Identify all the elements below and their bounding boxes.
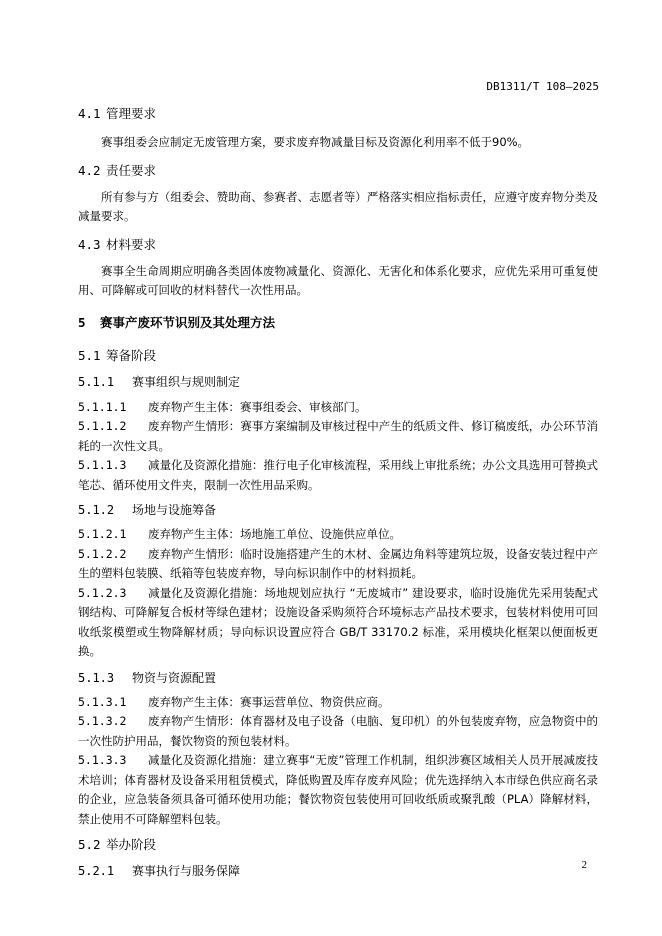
paragraph-4-1: 赛事组委会应制定无废管理方案，要求废弃物减量目标及资源化利用率不低于90%。 bbox=[101, 135, 530, 149]
section-heading-5-1: 5.1 筹备阶段 bbox=[78, 347, 157, 363]
section-heading-4-2: 4.2 责任要求 bbox=[78, 162, 157, 178]
document-body bbox=[78, 104, 598, 881]
list-item: 5.1.3.2 废弃物产生情形：体育器材及电子设备（电脑、复印机）的外包装废弃物，应急物资中的一次性防护用品，餐饮物资的预包装材料。 bbox=[78, 714, 598, 748]
section-heading-4-1: 4.1 管理要求 bbox=[78, 106, 157, 121]
subsection-heading-5-1-3: 5.1.3 物资与资源配置 bbox=[78, 670, 217, 685]
list-item: 5.1.1.3 减量化及资源化措施：推行电子化审核流程，采用线上审批系统；办公文具选用可替换式笔芯、循环使用文件夹，限制一次性用品采购。 bbox=[78, 458, 598, 492]
paragraph-4-2: 所有参与方（组委会、赞助商、参赛者、志愿者等）严格落实相应指标责任，应遵守废弃物分类及减量要求。 bbox=[78, 189, 598, 223]
subsection-heading-5-1-1: 5.1.1 赛事组织与规则制定 bbox=[78, 374, 241, 389]
list-item: 5.1.2.2 废弃物产生情形：临时设施搭建产生的木材、金属边角料等建筑垃圾，设备安装过程中产生的塑料包装膜、纸箱等包装废弃物，导向标识制作中的材料损耗。 bbox=[78, 546, 598, 580]
list-item: 5.1.3.3 减量化及资源化措施：建立赛事“无废”管理工作机制，组织涉赛区域相关人员开展减废技术培训；体育器材及设备采用租赁模式，降低购置及库存废弃风险；优先选择纳入本市绿色供应商名录的企业，应急装备须具备可循环使用功能；餐饮物资包装使用可回收纸质或聚乳酸（PLA）降解材料，禁止使用不可降解塑料包装。 bbox=[78, 753, 598, 826]
list-item: 5.1.3.1 废弃物产生主体：赛事运营单位、物资供应商。 bbox=[78, 694, 390, 709]
item-list-5-1-1 bbox=[78, 398, 598, 496]
document-id: DB1311/T 108—2025 bbox=[486, 80, 599, 93]
section-heading-4-3: 4.3 材料要求 bbox=[78, 236, 157, 252]
list-item: 5.1.2.3 减量化及资源化措施：场地规划应执行 “无废城市” 建设要求，临时设施优先采用装配式钢结构、可降解复合板材等绿色建材；设施设备采购须符合环境标志产品技术要求，包装材料使用可回收纸浆模塑或生物降解材质；导向标识设置应符合 GB/T 33170.2 标准，采用模块化框架以便面板更换。 bbox=[78, 585, 598, 658]
list-item: 5.1.2.1 废弃物产生主体：场地施工单位、设施供应单位。 bbox=[78, 527, 401, 541]
list-item: 5.1.1.2 废弃物产生情形：赛事方案编制及审核过程中产生的纸质文件、修订稿废纸，办公环节消耗的一次性文具。 bbox=[78, 419, 598, 453]
list-item: 5.1.1.1 废弃物产生主体：赛事组委会、审核部门。 bbox=[78, 399, 367, 414]
subsection-heading-5-1-2: 5.1.2 场地与设施筹备 bbox=[78, 503, 217, 517]
paragraph-4-3: 赛事全生命周期应明确各类固体废物减量化、资源化、无害化和体系化要求，应优先采用可重复使用、可降解或可回收的材料替代一次性用品。 bbox=[78, 263, 598, 297]
chapter-heading-5: 5 赛事产废环节识别及其处理方法 bbox=[78, 314, 276, 330]
page-number: 2 bbox=[581, 859, 587, 871]
section-heading-5-2: 5.2 举办阶段 bbox=[78, 837, 157, 852]
item-list-5-1-3 bbox=[78, 693, 598, 830]
subsection-heading-5-2-1: 5.2.1 赛事执行与服务保障 bbox=[78, 864, 241, 878]
item-list-5-1-2 bbox=[78, 525, 598, 662]
